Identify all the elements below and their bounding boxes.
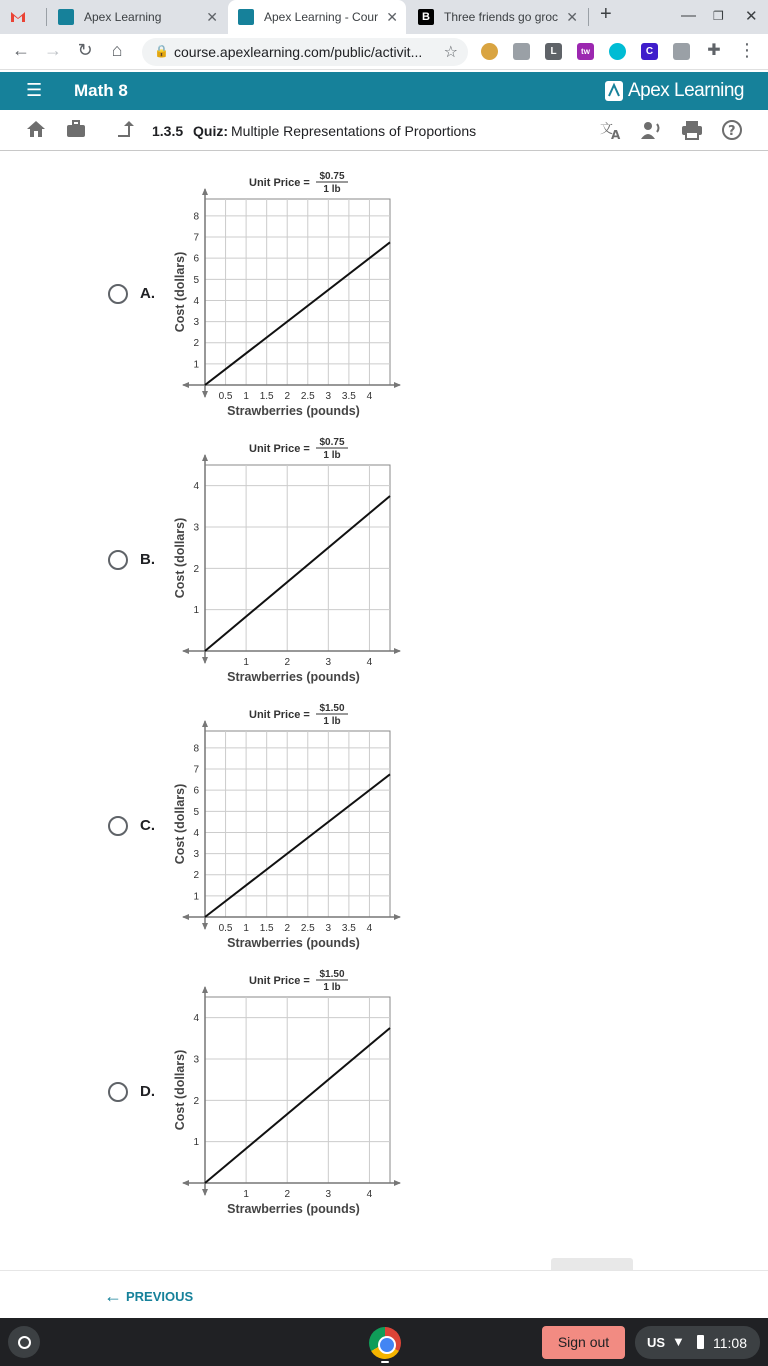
close-tab-icon[interactable]: ✕ bbox=[566, 9, 578, 25]
y-tick-label: 4 bbox=[193, 295, 199, 307]
x-axis-arrow bbox=[394, 914, 401, 920]
unit-price-numerator: $1.50 bbox=[319, 969, 345, 980]
answer-option-c[interactable] bbox=[0, 696, 768, 956]
answer-option-d[interactable] bbox=[0, 962, 768, 1222]
tab-strip bbox=[0, 0, 768, 34]
url-text: course.apexlearning.com/public/activit... bbox=[174, 44, 423, 60]
extension-icon[interactable] bbox=[513, 43, 530, 60]
restore-icon[interactable]: ❐ bbox=[713, 9, 724, 23]
x-axis-arrow bbox=[394, 382, 401, 388]
y-tick-label: 3 bbox=[193, 1054, 199, 1066]
x-tick-label: 1 bbox=[243, 923, 249, 934]
home-icon[interactable] bbox=[26, 120, 46, 143]
course-title: Math 8 bbox=[74, 81, 128, 100]
x-tick-label: 4 bbox=[366, 657, 373, 668]
print-icon[interactable] bbox=[681, 120, 703, 145]
x-tick-label: 0.5 bbox=[218, 923, 233, 934]
sign-out-button[interactable]: Sign out bbox=[542, 1326, 625, 1359]
x-tick-label: 3.5 bbox=[341, 391, 356, 402]
battery-icon bbox=[697, 1335, 704, 1349]
submit-button[interactable] bbox=[551, 1258, 633, 1270]
y-axis-label: Cost (dollars) bbox=[173, 1049, 187, 1131]
svg-text:文: 文 bbox=[600, 122, 614, 137]
extension-c-icon[interactable]: C bbox=[641, 43, 658, 60]
forward-icon[interactable]: → bbox=[44, 40, 62, 60]
translate-icon[interactable] bbox=[600, 120, 624, 145]
bookmark-star-icon[interactable]: ☆ bbox=[443, 44, 458, 61]
y-axis-arrow bbox=[202, 1189, 208, 1196]
option-letter: D. bbox=[140, 1083, 155, 1100]
os-shelf bbox=[0, 1318, 768, 1366]
unit-price-label: Unit Price = bbox=[249, 443, 310, 455]
x-axis-arrow bbox=[182, 648, 189, 654]
x-tick-label: 1.5 bbox=[259, 391, 274, 402]
lesson-type: Quiz: bbox=[193, 123, 228, 139]
option-letter: A. bbox=[140, 285, 155, 302]
activity-footer bbox=[0, 1270, 768, 1318]
plot-area bbox=[205, 731, 390, 917]
x-tick-label: 2 bbox=[284, 923, 291, 934]
x-axis-label: Strawberries (pounds) bbox=[227, 404, 360, 418]
close-tab-icon[interactable]: ✕ bbox=[386, 9, 398, 25]
x-tick-label: 2.5 bbox=[300, 923, 315, 934]
lesson-title: Multiple Representations of Proportions bbox=[231, 123, 477, 139]
y-tick-label: 1 bbox=[193, 605, 199, 617]
svg-text:A: A bbox=[611, 128, 621, 140]
cost-graph bbox=[165, 164, 415, 424]
help-icon[interactable] bbox=[722, 120, 742, 145]
arrow-left-icon: ← bbox=[104, 1286, 122, 1306]
unit-price-numerator: $0.75 bbox=[319, 437, 345, 448]
x-tick-label: 2 bbox=[284, 1189, 291, 1200]
brainly-icon: B bbox=[418, 9, 434, 25]
apex-icon bbox=[238, 9, 254, 25]
tab-apex-1[interactable]: Apex Learning ✕ bbox=[58, 0, 226, 34]
unit-price-denominator: 1 lb bbox=[323, 450, 341, 461]
lock-icon: 🔒 bbox=[154, 44, 169, 58]
menu-dots-icon[interactable]: ⋮ bbox=[738, 40, 756, 60]
y-axis-arrow bbox=[202, 657, 208, 664]
x-tick-label: 1 bbox=[243, 1189, 249, 1200]
y-axis-arrow bbox=[202, 986, 208, 993]
unit-price-label: Unit Price = bbox=[249, 709, 310, 721]
x-tick-label: 2.5 bbox=[300, 391, 315, 402]
extension-icon[interactable] bbox=[481, 43, 498, 60]
y-tick-label: 3 bbox=[193, 317, 199, 329]
radio-button[interactable] bbox=[108, 816, 128, 836]
x-axis-label: Strawberries (pounds) bbox=[227, 936, 360, 950]
chrome-icon[interactable] bbox=[369, 1327, 401, 1359]
tab-gmail[interactable] bbox=[10, 0, 46, 34]
y-axis-label: Cost (dollars) bbox=[173, 517, 187, 599]
y-axis-label: Cost (dollars) bbox=[173, 783, 187, 865]
x-axis-arrow bbox=[182, 1180, 189, 1186]
x-tick-label: 1.5 bbox=[259, 923, 274, 934]
address-bar[interactable] bbox=[142, 38, 468, 66]
extension-icon[interactable] bbox=[609, 43, 626, 60]
option-letter: C. bbox=[140, 817, 155, 834]
y-tick-label: 3 bbox=[193, 849, 199, 861]
tab-apex-2[interactable]: Apex Learning - Cour ✕ bbox=[228, 0, 406, 34]
plot-area bbox=[205, 465, 390, 651]
extension-l-icon[interactable]: L bbox=[545, 43, 562, 60]
y-axis-arrow bbox=[202, 720, 208, 727]
x-tick-label: 4 bbox=[366, 923, 373, 934]
x-tick-label: 4 bbox=[366, 391, 373, 402]
y-tick-label: 3 bbox=[193, 522, 199, 534]
close-window-icon[interactable]: ✕ bbox=[745, 8, 758, 25]
option-letter: B. bbox=[140, 551, 155, 568]
lesson-toolbar bbox=[0, 110, 768, 151]
tab-brainly[interactable]: B Three friends go groc ✕ bbox=[418, 0, 586, 34]
y-axis-label: Cost (dollars) bbox=[173, 251, 187, 333]
status-tray[interactable]: US ▼ 11:08 bbox=[635, 1326, 760, 1359]
x-tick-label: 0.5 bbox=[218, 391, 233, 402]
x-axis-label: Strawberries (pounds) bbox=[227, 1202, 360, 1216]
x-tick-label: 2 bbox=[284, 657, 291, 668]
clock: 11:08 bbox=[713, 1335, 747, 1351]
y-axis-arrow bbox=[202, 391, 208, 398]
home-icon[interactable]: ⌂ bbox=[111, 40, 123, 60]
answer-option-b[interactable] bbox=[0, 430, 768, 690]
browser-toolbar bbox=[0, 34, 768, 70]
lesson-number: 1.3.5 bbox=[152, 123, 184, 139]
briefcase-icon[interactable] bbox=[66, 120, 86, 143]
x-tick-label: 2 bbox=[284, 391, 291, 402]
radio-button[interactable] bbox=[108, 550, 128, 570]
minimize-icon[interactable]: — bbox=[681, 7, 696, 24]
y-tick-label: 4 bbox=[193, 1013, 199, 1025]
close-tab-icon[interactable]: ✕ bbox=[206, 9, 218, 25]
unit-price-label: Unit Price = bbox=[249, 975, 310, 987]
y-tick-label: 7 bbox=[193, 232, 199, 244]
y-tick-label: 8 bbox=[193, 743, 199, 755]
extension-tw-icon[interactable]: tw bbox=[577, 43, 594, 60]
brand-logo: Apex Learning bbox=[604, 80, 744, 102]
read-aloud-icon[interactable] bbox=[640, 120, 664, 145]
y-tick-label: 8 bbox=[193, 211, 199, 223]
y-tick-label: 2 bbox=[193, 563, 199, 575]
y-tick-label: 5 bbox=[193, 274, 199, 286]
hamburger-menu-icon[interactable]: ☰ bbox=[26, 80, 43, 100]
y-tick-label: 5 bbox=[193, 806, 199, 818]
back-icon[interactable]: ← bbox=[12, 40, 30, 60]
x-axis-arrow bbox=[182, 382, 189, 388]
unit-price-denominator: 1 lb bbox=[323, 716, 341, 727]
y-axis-arrow bbox=[202, 188, 208, 195]
wifi-icon: ▼ bbox=[672, 1334, 685, 1349]
y-tick-label: 4 bbox=[193, 827, 199, 839]
plot-area bbox=[205, 199, 390, 385]
reload-icon[interactable]: ↻ bbox=[77, 40, 93, 60]
y-tick-label: 4 bbox=[193, 481, 199, 493]
running-indicator bbox=[381, 1361, 389, 1363]
y-tick-label: 1 bbox=[193, 359, 199, 371]
y-axis-arrow bbox=[202, 923, 208, 930]
y-tick-label: 6 bbox=[193, 785, 199, 797]
x-tick-label: 4 bbox=[366, 1189, 373, 1200]
app-header bbox=[0, 72, 768, 110]
cost-graph bbox=[165, 430, 415, 690]
radio-button[interactable] bbox=[108, 1082, 128, 1102]
cost-graph bbox=[165, 696, 415, 956]
x-tick-label: 1 bbox=[243, 657, 249, 668]
unit-price-numerator: $1.50 bbox=[319, 703, 345, 714]
y-tick-label: 1 bbox=[193, 1137, 199, 1149]
plot-area bbox=[205, 997, 390, 1183]
svg-text:?: ? bbox=[728, 124, 736, 139]
x-tick-label: 3 bbox=[325, 391, 332, 402]
x-axis-arrow bbox=[182, 914, 189, 920]
x-tick-label: 3 bbox=[325, 1189, 332, 1200]
y-tick-label: 2 bbox=[193, 338, 199, 350]
gmail-icon bbox=[10, 9, 26, 25]
unit-price-denominator: 1 lb bbox=[323, 982, 341, 993]
x-tick-label: 3 bbox=[325, 657, 332, 668]
y-tick-label: 1 bbox=[193, 891, 199, 903]
new-tab-button[interactable]: + bbox=[600, 3, 612, 25]
unit-price-label: Unit Price = bbox=[249, 177, 310, 189]
apex-logo-icon bbox=[604, 80, 624, 102]
x-tick-label: 3 bbox=[325, 923, 332, 934]
extension-icon[interactable] bbox=[673, 43, 690, 60]
answer-option-a[interactable] bbox=[0, 164, 768, 424]
y-tick-label: 6 bbox=[193, 253, 199, 265]
x-axis-arrow bbox=[394, 1180, 401, 1186]
x-axis-arrow bbox=[394, 648, 401, 654]
x-tick-label: 3.5 bbox=[341, 923, 356, 934]
radio-button[interactable] bbox=[108, 284, 128, 304]
x-tick-label: 1 bbox=[243, 391, 249, 402]
y-tick-label: 2 bbox=[193, 870, 199, 882]
launcher-icon[interactable] bbox=[8, 1326, 40, 1358]
x-axis-label: Strawberries (pounds) bbox=[227, 670, 360, 684]
apex-icon bbox=[58, 9, 74, 25]
y-axis-arrow bbox=[202, 454, 208, 461]
cost-graph bbox=[165, 962, 415, 1222]
up-level-icon[interactable] bbox=[118, 120, 136, 143]
unit-price-numerator: $0.75 bbox=[319, 171, 345, 182]
previous-button[interactable]: ← PREVIOUS bbox=[104, 1286, 194, 1306]
unit-price-denominator: 1 lb bbox=[323, 184, 341, 195]
y-tick-label: 2 bbox=[193, 1095, 199, 1107]
puzzle-icon[interactable]: ✚ bbox=[707, 42, 721, 59]
y-tick-label: 7 bbox=[193, 764, 199, 776]
